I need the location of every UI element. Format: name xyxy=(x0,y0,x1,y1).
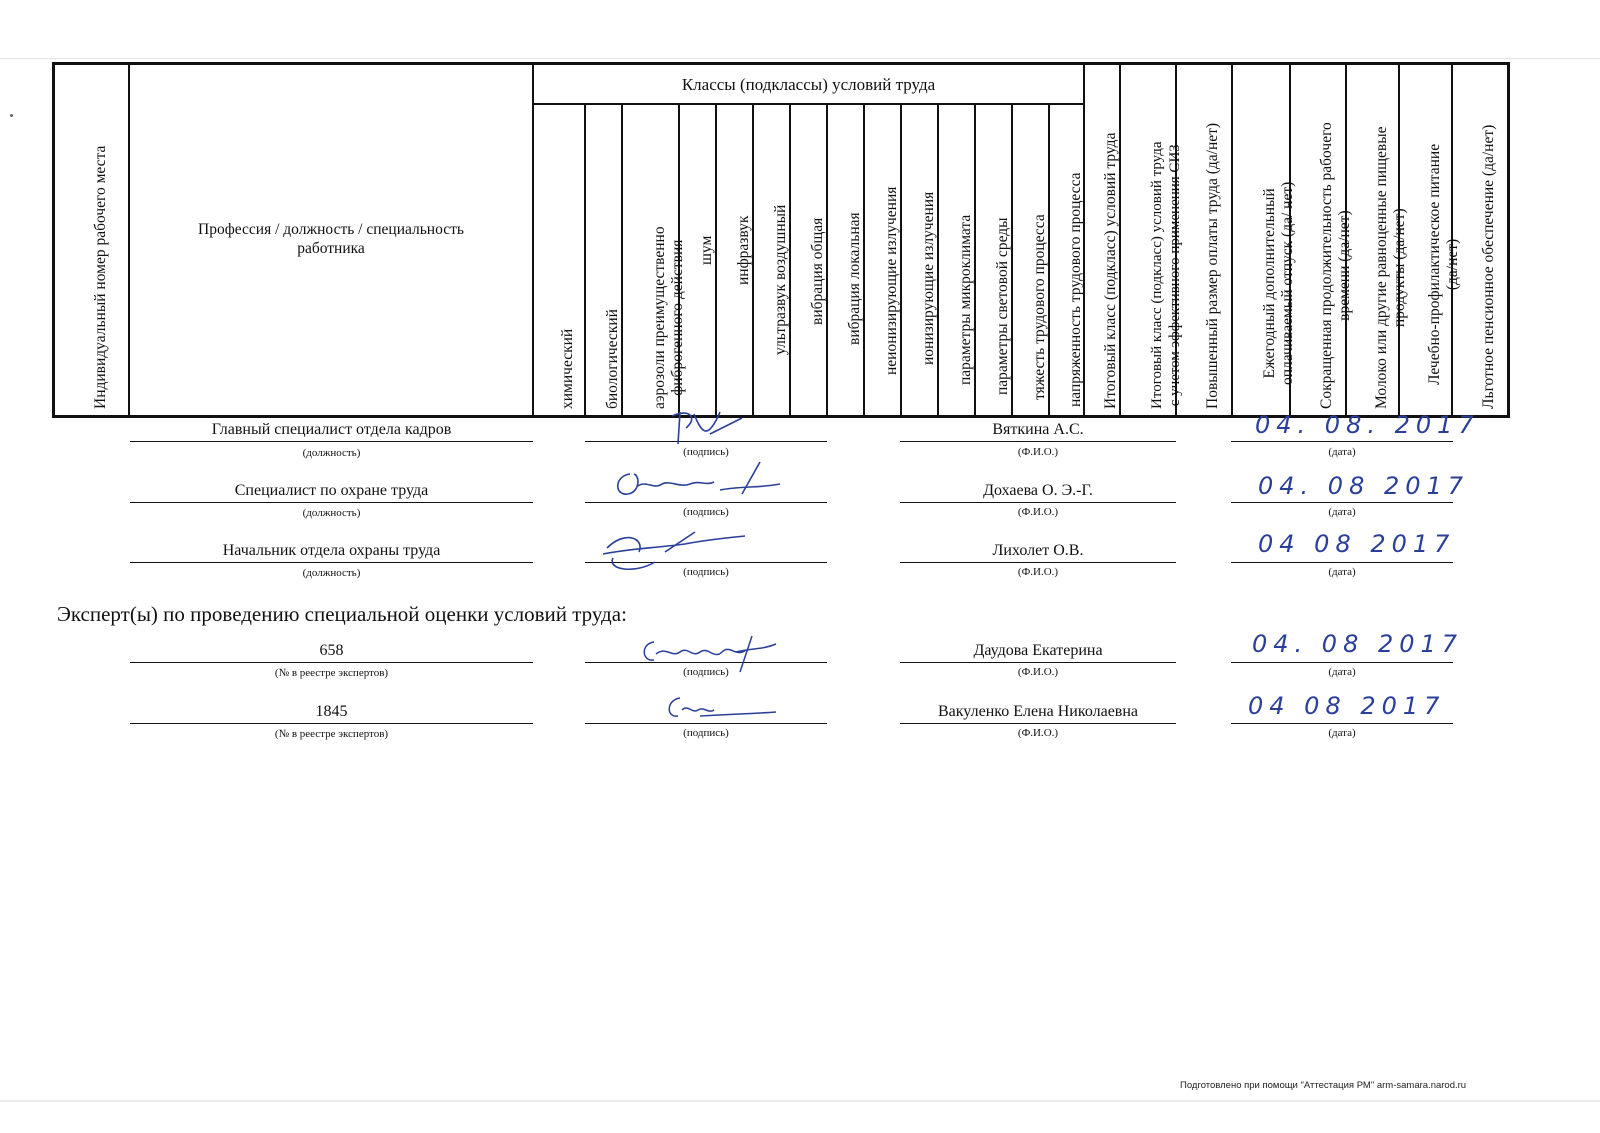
factor-non-ionizing: неионизирующие излучения xyxy=(882,186,900,375)
commission-1-position-caption: (должность) xyxy=(302,447,361,459)
factor-infrasound: инфразвук xyxy=(734,215,752,285)
factor-vibration-local: вибрация локальная xyxy=(845,212,863,345)
header-profession: Профессия / должность / специальность работника xyxy=(198,221,464,257)
factor-noise: шум xyxy=(697,235,715,265)
expert-1-registry-number: 658 xyxy=(130,636,533,663)
commission-2-name: Дохаева О. Э.-Г. xyxy=(900,476,1176,503)
experts-title: Эксперт(ы) по проведению специальной оценки условий труда: xyxy=(57,602,627,626)
commission-2-signature-caption: (подпись) xyxy=(683,506,729,518)
summary-additional-leave: Ежегодный дополнительный оплачиваемый отпуск (да/ нет) xyxy=(1261,181,1296,385)
commission-2-signature xyxy=(610,456,790,504)
expert-1-date-caption: (дата) xyxy=(1328,666,1356,678)
commission-3-name: Лихолет О.В. xyxy=(900,536,1176,563)
expert-2-registry-number: 1845 xyxy=(130,697,533,724)
expert-2-registry-caption: (№ в реестре экспертов) xyxy=(274,728,389,740)
expert-2-date-caption: (дата) xyxy=(1328,727,1356,739)
commission-2-date-caption: (дата) xyxy=(1328,506,1356,518)
factor-labor-intensity: напряженность трудового процесса xyxy=(1066,172,1084,407)
factor-biological: биологический xyxy=(603,309,621,409)
factor-ultrasound: ультразвук воздушный xyxy=(771,204,789,355)
factor-ionizing: ионизирующие излучения xyxy=(919,191,937,365)
commission-3-signature-caption: (подпись) xyxy=(683,566,729,578)
commission-1-signature xyxy=(650,404,750,452)
expert-1-signature-caption: (подпись) xyxy=(683,666,729,678)
header-conditions-group: Классы (подклассы) условий труда xyxy=(681,75,936,94)
summary-reduced-hours: Сокращенная продолжительность рабочего времени (да/нет) xyxy=(1318,122,1353,409)
summary-final-class-ppe: Итоговый класс (подкласс) условий труда с учетом эффективного применения СИЗ xyxy=(1149,141,1183,409)
expert-1-name: Даудова Екатерина xyxy=(900,636,1176,663)
conditions-table-header xyxy=(0,0,1600,430)
commission-3-position: Начальник отдела охраны труда xyxy=(130,536,533,563)
footer-credit: Подготовлено при помощи "Аттестация РМ" arm-samara.narod.ru xyxy=(1180,1080,1467,1091)
summary-therapeutic-food: Лечебно-профилактическое питание (да/нет) xyxy=(1425,143,1461,385)
factor-aerosols: аэрозоли преимущественно фиброгенного действия xyxy=(650,226,686,409)
expert-2-name: Вакуленко Елена Николаевна xyxy=(900,697,1176,724)
commission-3-date: 04 08 2017 xyxy=(1258,530,1456,558)
commission-1-date-caption: (дата) xyxy=(1328,446,1356,458)
commission-1-name-caption: (Ф.И.О.) xyxy=(1017,446,1059,458)
commission-1-position: Главный специалист отдела кадров xyxy=(130,415,533,442)
commission-1-signature-caption: (подпись) xyxy=(683,446,729,458)
header-position-number: Индивидуальный номер рабочего места xyxy=(91,145,109,409)
factor-labor-severity: тяжесть трудового процесса xyxy=(1030,214,1048,400)
expert-2-signature-caption: (подпись) xyxy=(683,727,729,739)
commission-3-date-caption: (дата) xyxy=(1328,566,1356,578)
factor-microclimate: параметры микроклимата xyxy=(956,214,974,385)
expert-1-date: 04. 08 2017 xyxy=(1252,630,1464,658)
summary-final-class: Итоговый класс (подкласс) условий труда xyxy=(1102,132,1119,409)
summary-increased-pay: Повышенный размер оплаты труда (да/нет) xyxy=(1204,122,1221,409)
commission-2-date: 04. 08 2017 xyxy=(1258,472,1470,500)
expert-2-name-caption: (Ф.И.О.) xyxy=(1017,727,1059,739)
commission-2-position: Специалист по охране труда xyxy=(130,476,533,503)
scan-edge-bottom xyxy=(0,1100,1600,1102)
factor-lighting: параметры световой среды xyxy=(993,217,1011,395)
factor-chemical: химический xyxy=(559,328,576,409)
commission-1-name: Вяткина А.С. xyxy=(900,415,1176,442)
summary-pension: Льготное пенсионное обеспечение (да/нет) xyxy=(1480,124,1497,409)
factor-vibration-general: вибрация общая xyxy=(808,217,826,325)
commission-3-name-caption: (Ф.И.О.) xyxy=(1017,566,1059,578)
commission-1-date: 04. 08. 2017 xyxy=(1255,411,1480,439)
commission-3-position-caption: (должность) xyxy=(302,567,361,579)
commission-2-name-caption: (Ф.И.О.) xyxy=(1017,506,1059,518)
expert-1-registry-caption: (№ в реестре экспертов) xyxy=(274,667,389,679)
commission-2-position-caption: (должность) xyxy=(302,507,361,519)
expert-2-signature xyxy=(660,690,780,730)
summary-milk: Молоко или другие равноценные пищевые продукты (да/нет) xyxy=(1372,126,1408,409)
expert-2-date: 04 08 2017 xyxy=(1248,692,1446,720)
expert-1-name-caption: (Ф.И.О.) xyxy=(1017,666,1059,678)
